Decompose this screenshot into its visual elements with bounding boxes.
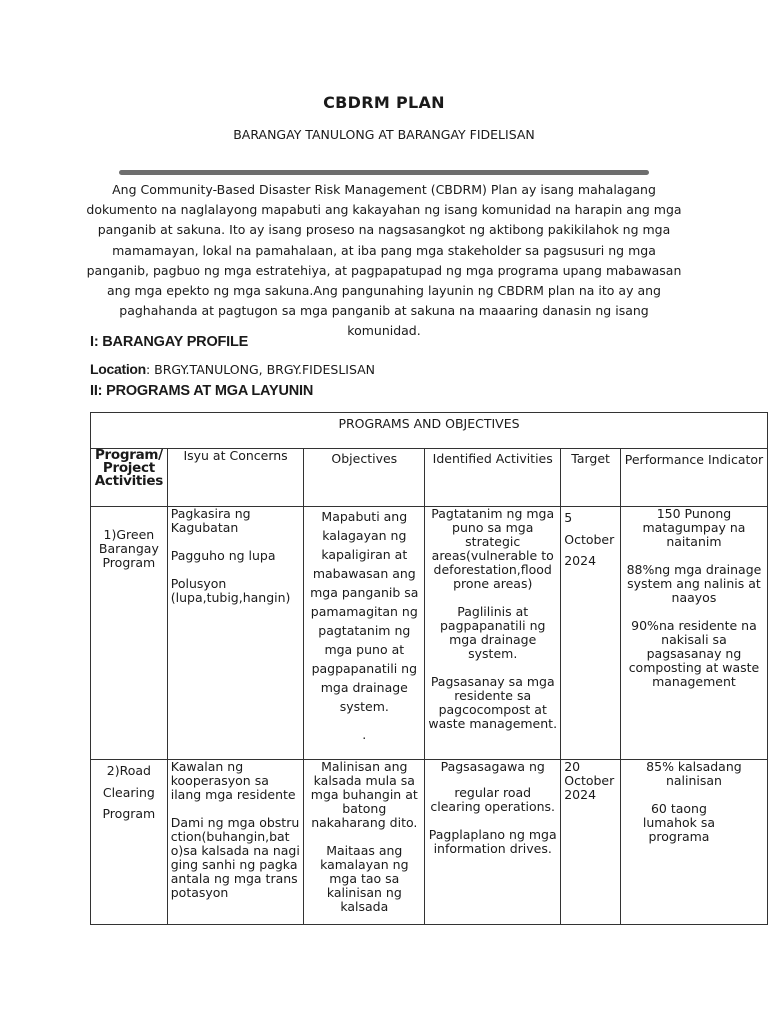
- row1-objective-2: .: [362, 727, 367, 742]
- document-title: CBDRM PLAN: [323, 93, 445, 112]
- row2-objective-1: Malinisan ang kalsada mula sa mga buhangin at batong nakaharang dito.: [310, 759, 418, 830]
- row2-indicator-1: 85% kalsadang nalinisan: [646, 759, 742, 788]
- document-subtitle: BARANGAY TANULONG AT BARANGAY FIDELISAN: [233, 127, 535, 142]
- row2-objective-2: Maitaas ang kamalayan ng mga tao sa kalinisan ng kalsada: [320, 843, 409, 914]
- row1-indicator-3: 90%na residente na nakisali sa pagsasanay ng composting at waste management: [628, 618, 760, 689]
- row1-target: 5 October 2024: [561, 507, 621, 760]
- row2-program: 2)Road Clearing Program: [91, 760, 168, 925]
- location-label: Location: [90, 361, 146, 377]
- row2-issue-2: Dami ng mga obstruction(buhangin,bato)sa kalsada na nagiging sanhi ng pagkaantala ng mga transpotasyon: [170, 815, 300, 900]
- row1-indicator-2: 88%ng mga drainage system ang nalinis at naayos: [626, 562, 762, 605]
- programs-table-container: [90, 412, 768, 925]
- row1-issue-1: Pagkasira ng Kagubatan: [170, 506, 251, 535]
- row1-activity-3: Pagsasanay sa mga residente sa pagcocompost at waste management.: [428, 674, 558, 731]
- row1-activities: [425, 507, 561, 760]
- header-objectives: Objectives: [304, 449, 425, 507]
- table-row: [91, 507, 768, 760]
- row1-program: 1)Green Barangay Program: [91, 507, 168, 760]
- section-heading-barangay-profile: I: BARANGAY PROFILE: [90, 334, 249, 350]
- row2-target: 20 October 2024: [561, 760, 621, 925]
- row2-issue-1: Kawalan ng kooperasyon sa ilang mga residente: [170, 759, 296, 802]
- row1-objectives: [304, 507, 425, 760]
- header-issues: Isyu at Concerns: [167, 449, 304, 507]
- table-row: [91, 760, 768, 925]
- header-activities: Identified Activities: [425, 449, 561, 507]
- header-program: Program/ Project Activities: [91, 449, 168, 507]
- row1-objective-1: Mapabuti ang kalagayan ng kapaligiran at mabawasan ang mga panganib sa pamamagitan ng pagtatanim ng mga puno at pagpapanatili ng mga drainage system.: [310, 509, 419, 714]
- programs-table: [90, 412, 768, 925]
- row1-indicator-1: 150 Punong matagumpay na naitanim: [642, 506, 746, 549]
- location-line: [90, 361, 375, 378]
- table-header-row: [91, 449, 768, 507]
- table-caption: PROGRAMS AND OBJECTIVES: [91, 413, 768, 449]
- location-value: : BRGY.TANULONG, BRGY.FIDESLISAN: [145, 362, 376, 377]
- row1-issue-3: Polusyon (lupa,tubig,hangin): [170, 576, 291, 605]
- row2-activities: [425, 760, 561, 925]
- row2-activity-1: Pagsasagawa ng: [440, 759, 545, 774]
- row2-indicator-2: 60 taong lumahok sa programa: [642, 801, 716, 844]
- row1-indicator: [620, 507, 767, 760]
- row1-issue-2: Pagguho ng lupa: [170, 548, 276, 563]
- header-indicator: Performance Indicator: [620, 449, 767, 507]
- row1-activity-1: Pagtatanim ng mga puno sa mga strategic areas(vulnerable to deforestation,flood prone areas): [431, 506, 555, 591]
- row2-activity-2: regular road clearing operations.: [430, 785, 556, 814]
- row1-activity-2: Paglilinis at pagpapanatili ng mga drainage system.: [439, 604, 546, 661]
- intro-paragraph: Ang Community-Based Disaster Risk Management (CBDRM) Plan ay isang mahalagang dokumento na naglalayong mapabuti ang kakayahan ng isang komunidad na harapin ang mga panganib at sakuna. Ito ay isang proseso na nagsasangkot ng aktibong pakikilahok ng mga mamamayan, lokal na pamahalaan, at iba pang mga stakeholder sa pagsusuri ng mga panganib, pagbuo ng mga estratehiya, at pagpapatupad ng mga programa upang mabawasan ang mga epekto ng mga sakuna.Ang pangunahing layunin ng CBDRM plan na ito ay ang paghahanda at pagtugon sa mga panganib at sakuna na maaaring danasin ng isang komunidad.: [86, 182, 682, 339]
- header-target: Target: [561, 449, 621, 507]
- row2-activity-3: Pagplaplano ng mga information drives.: [428, 827, 557, 856]
- row1-issues: [167, 507, 304, 760]
- section-heading-programs: II: PROGRAMS AT MGA LAYUNIN: [90, 383, 314, 399]
- row2-indicator: [620, 760, 767, 925]
- row2-objectives: [304, 760, 425, 925]
- title-divider: [119, 170, 649, 175]
- row2-issues: [167, 760, 304, 925]
